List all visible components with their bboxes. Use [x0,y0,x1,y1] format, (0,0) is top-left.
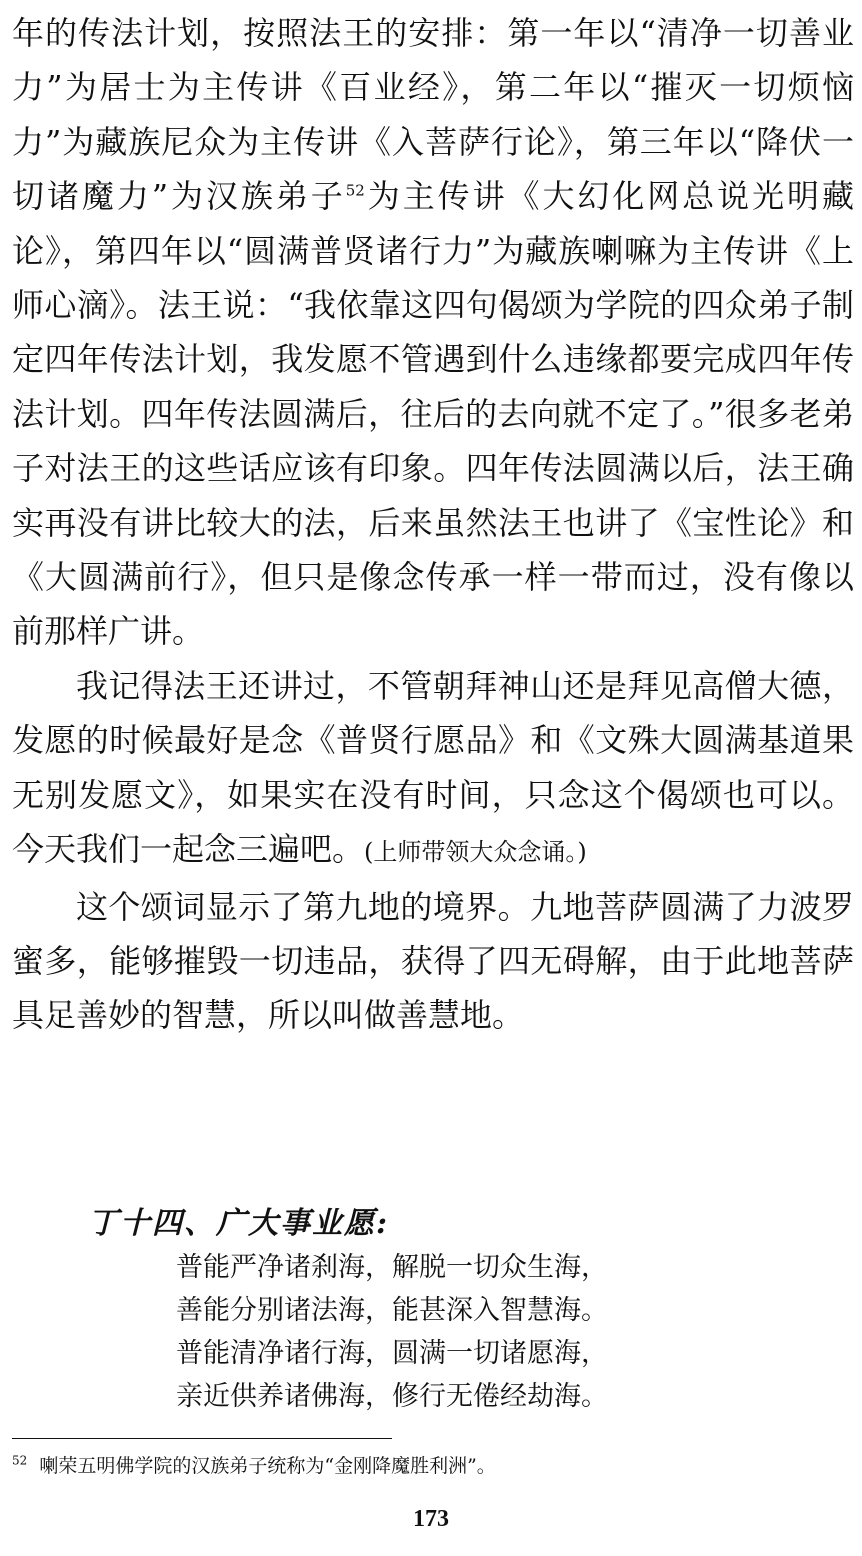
footnote [12,1452,852,1480]
footnote-text: 喇荣五明佛学院的汉族弟子统称为“金刚降魔胜利洲”。 [39,1455,496,1477]
stage-direction-note: (上师带领大众念诵。) [364,838,587,867]
footnote-divider [12,1438,392,1439]
verse-line: 普能严净诸刹海，解脱一切众生海， [176,1252,608,1283]
footnote-ref-52[interactable]: 52 [345,181,365,200]
paragraph-1: 年的传法计划，按照法王的安排：第一年以“清净一切善业力”为居士为主传讲《百业经》，第二年以“摧灭一切烦恼力”为藏族尼众为主传讲《入菩萨行论》，第三年以“降伏一切诸魔力”为汉族弟子$^{52}$为主传讲《大幻化网总说光明藏论》，第四年以“圆满普贤诸行力”为藏族喇嘛为主传讲《上师心滴》。法王说：“我依靠这四句偈颂为学院的四众弟子制定四年传法计划，我发愿不管遇到什么违缘都要完成四年传法计划。四年传法圆满后，往后的去向就不定了。”很多老弟子对法王的这些话应该有印象。四年传法圆满以后，法王确实再没有讲比较大的法，后来虽然法王也讲了《宝性论》和《大圆满前行》，但只是像念传承一样一带而过，没有像以前那样广讲。 [12,14,854,651]
verse-line: 普能清净诸行海，圆满一切诸愿海， [176,1338,608,1369]
body-text [12,6,854,1043]
verse-line: 亲近供养诸佛海，修行无倦经劫海。 [176,1381,608,1412]
footnote-number: 52 [12,1453,28,1468]
page-number: 173 [413,1506,449,1532]
paragraph-2: 我记得法王还讲过，不管朝拜神山还是拜见高僧大德，发愿的时候最好是念《普贤行愿品》和《文殊大圆满基道果无别发愿文》，如果实在没有时间，只念这个偈颂也可以。今天我们一起念三遍吧。(上师带领大众念诵。) [12,666,854,869]
verse-block [176,1246,608,1418]
paragraph-3: 这个颂词显示了第九地的境界。九地菩萨圆满了力波罗蜜多，能够摧毁一切违品，获得了四无碍解，由于此地菩萨具足善妙的智慧，所以叫做善慧地。 [12,887,854,1035]
section-heading: 丁十四、广大事业愿: [88,1206,390,1241]
verse-line: 善能分别诸法海，能甚深入智慧海。 [176,1295,608,1326]
